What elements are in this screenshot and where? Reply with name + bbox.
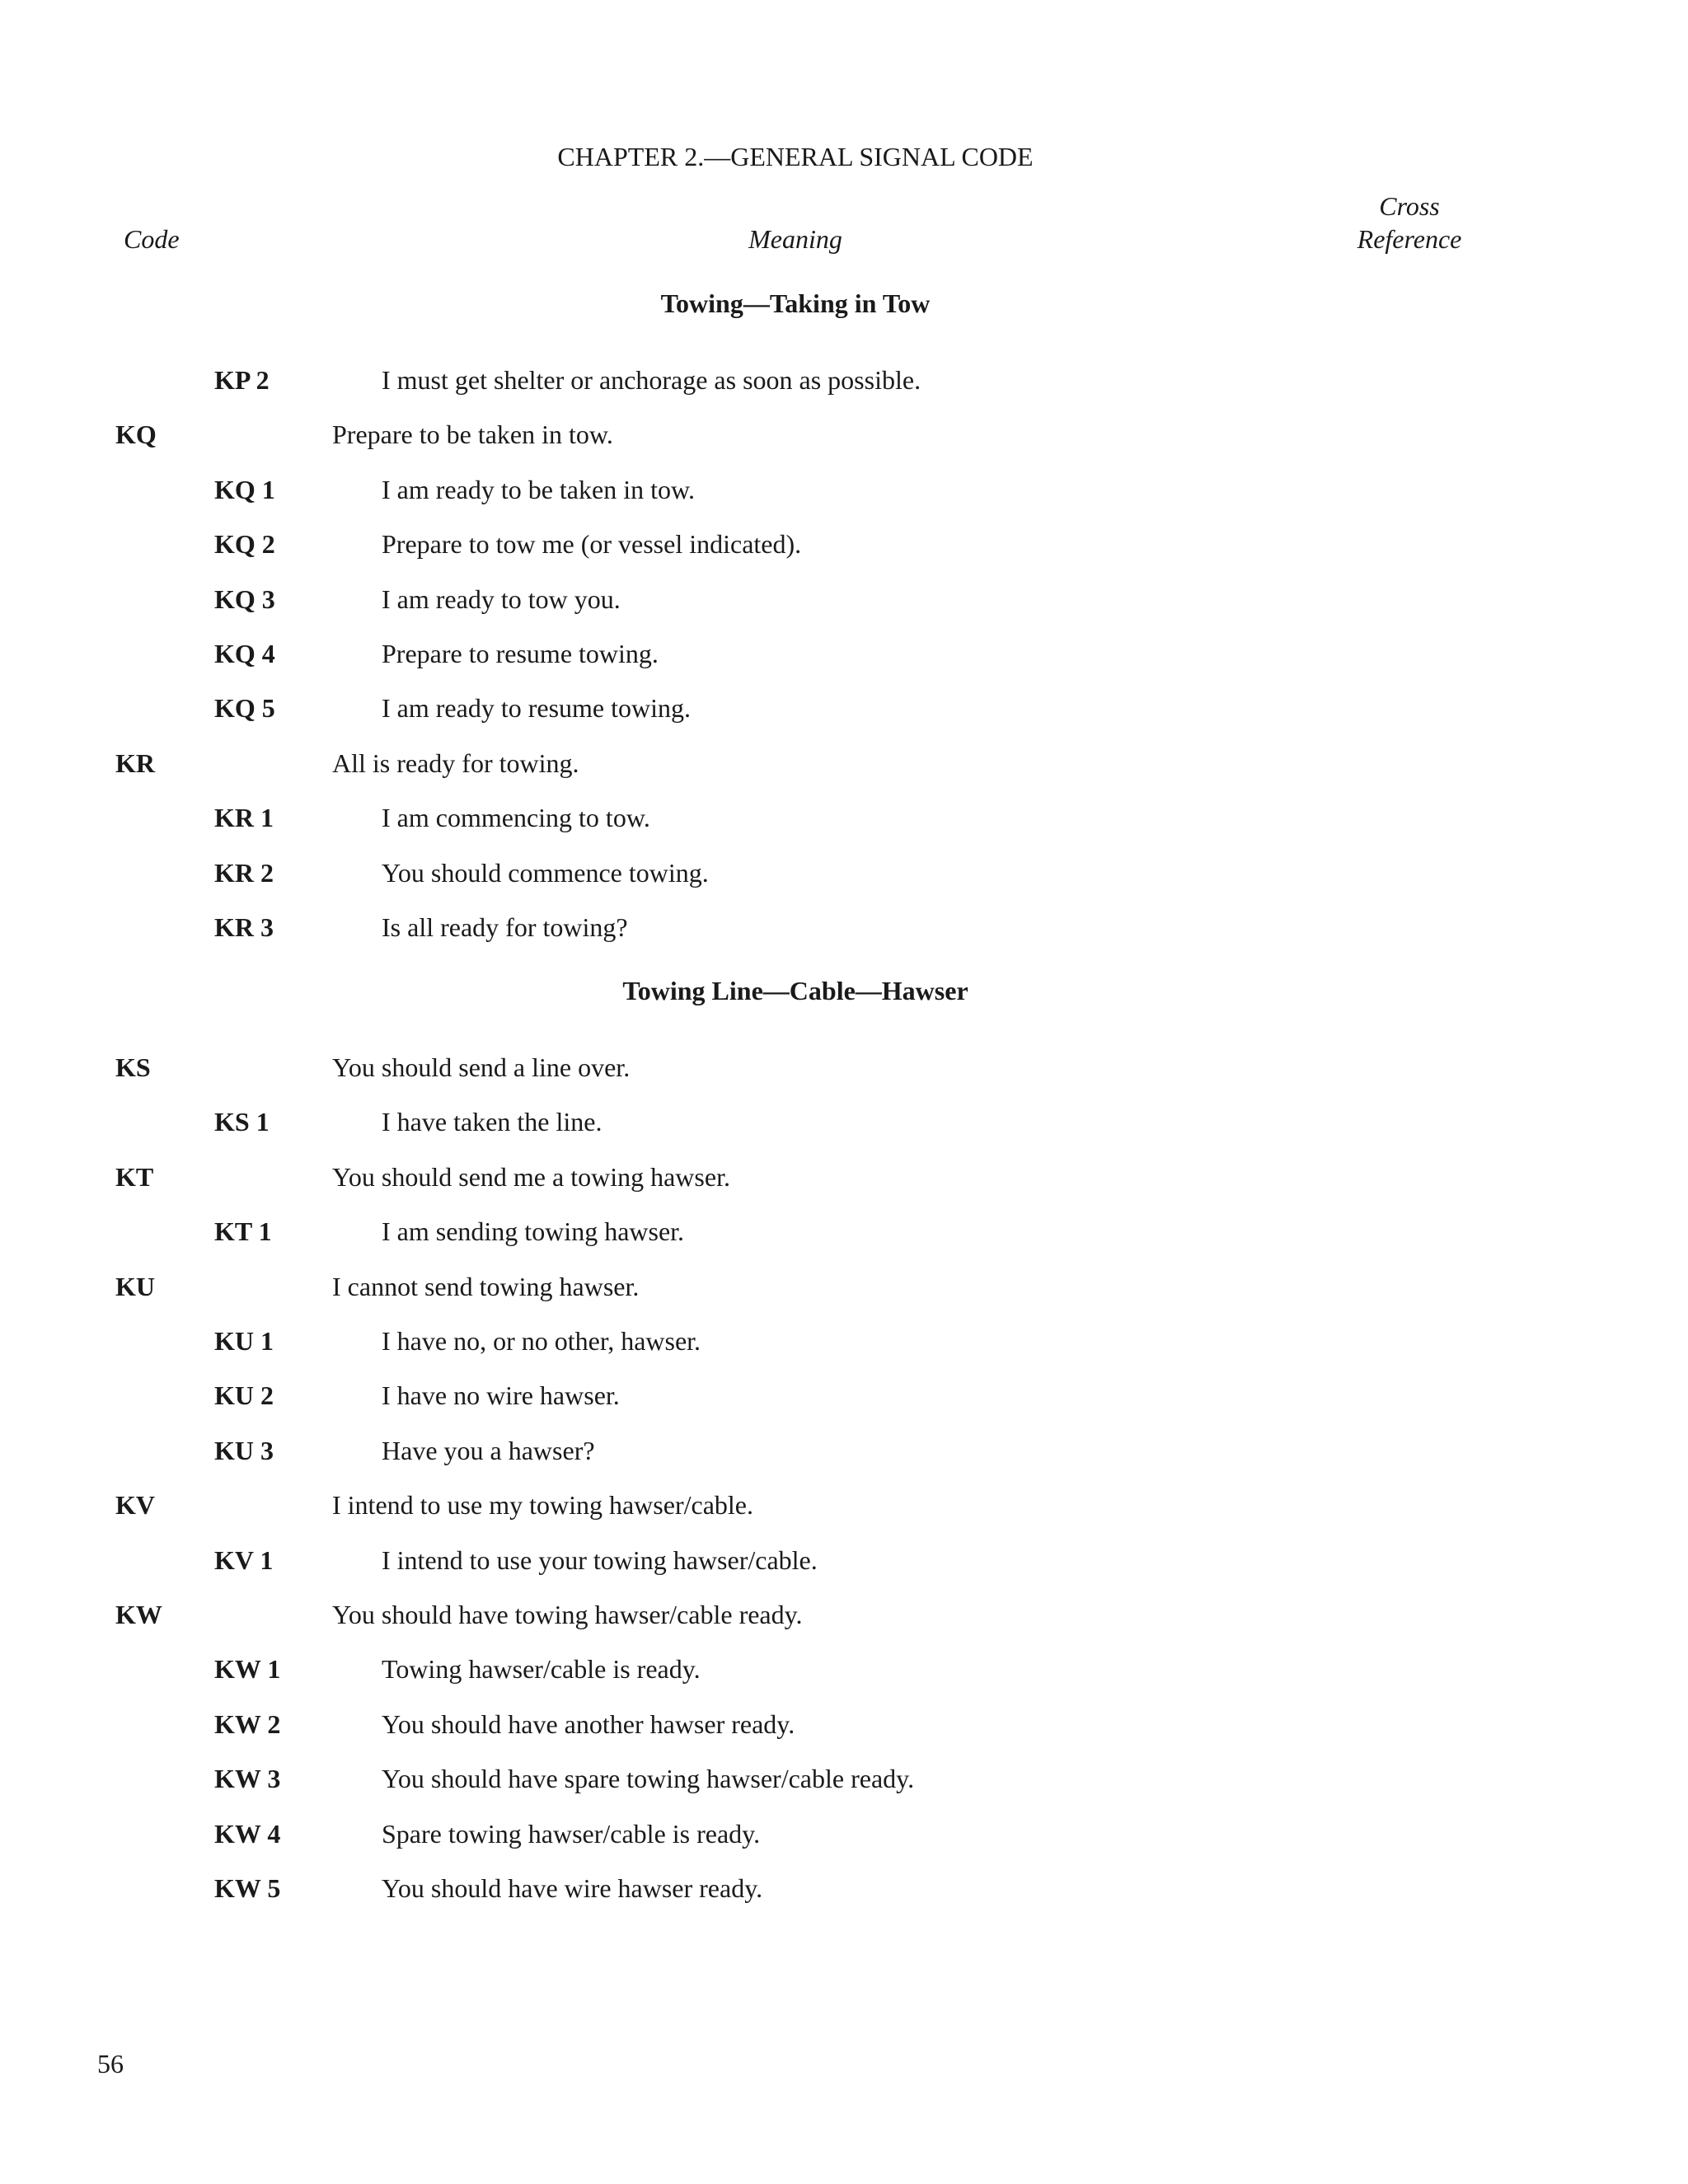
- signal-meaning: You should have spare towing hawser/cable ready.: [382, 1764, 915, 1793]
- signal-subcode-row: [0, 1434, 1688, 1467]
- signal-code: KP 2: [214, 365, 270, 395]
- signal-subcode-row: [0, 1379, 1688, 1412]
- signal-code: KW 4: [214, 1819, 281, 1849]
- signal-meaning: Is all ready for towing?: [382, 912, 628, 942]
- signal-code: KQ 4: [214, 639, 275, 668]
- signal-code: KQ 3: [214, 584, 275, 614]
- signal-subcode-row: [0, 856, 1688, 889]
- signal-meaning: You should commence towing.: [382, 858, 709, 888]
- signal-code: KW 5: [214, 1873, 281, 1903]
- signal-subcode-row: [0, 1817, 1688, 1850]
- signal-meaning: Prepare to be taken in tow.: [332, 419, 613, 449]
- signal-meaning: Prepare to tow me (or vessel indicated).: [382, 529, 802, 559]
- signal-code-row: [0, 1488, 1688, 1521]
- signal-code: KW 2: [214, 1709, 281, 1739]
- signal-code: KS 1: [214, 1107, 270, 1137]
- signal-code: KQ 2: [214, 529, 275, 559]
- signal-subcode-row: [0, 691, 1688, 724]
- signal-code: KQ: [115, 419, 157, 449]
- signal-subcode-row: [0, 1215, 1688, 1248]
- signal-meaning: I intend to use your towing hawser/cable.: [382, 1545, 818, 1575]
- signal-subcode-row: [0, 1652, 1688, 1685]
- signal-code: KS: [115, 1052, 151, 1082]
- signal-subcode-row: [0, 583, 1688, 616]
- signal-subcode-row: [0, 1544, 1688, 1577]
- cross-reference-column-header: [1335, 190, 1484, 255]
- signal-meaning: I must get shelter or anchorage as soon as possible.: [382, 365, 921, 395]
- signal-meaning: Have you a hawser?: [382, 1436, 595, 1465]
- signal-code-row: [0, 1160, 1688, 1193]
- signal-code: KR: [115, 748, 155, 778]
- signal-meaning: Prepare to resume towing.: [382, 639, 659, 668]
- signal-code: KT: [115, 1162, 154, 1192]
- signal-code-row: [0, 1051, 1688, 1084]
- signal-code: KV: [115, 1490, 155, 1520]
- signal-meaning: You should send me a towing hawser.: [332, 1162, 730, 1192]
- signal-subcode-row: [0, 473, 1688, 506]
- section-title: Towing Line—Cable—Hawser: [622, 976, 968, 1005]
- signal-subcode-row: [0, 363, 1688, 396]
- signal-meaning: You should have wire hawser ready.: [382, 1873, 763, 1903]
- signal-code: KV 1: [214, 1545, 274, 1575]
- signal-subcode-row: [0, 911, 1688, 944]
- signal-meaning: You should have another hawser ready.: [382, 1709, 795, 1739]
- signal-code: KT 1: [214, 1216, 272, 1246]
- signal-subcode-row: [0, 527, 1688, 560]
- signal-meaning: I am sending towing hawser.: [382, 1216, 685, 1246]
- signal-subcode-row: [0, 1872, 1688, 1905]
- signal-code: KW: [115, 1600, 162, 1629]
- meaning-column-header: Meaning: [748, 224, 842, 254]
- signal-code: KW 3: [214, 1764, 281, 1793]
- signal-meaning: All is ready for towing.: [332, 748, 579, 778]
- signal-subcode-row: [0, 1708, 1688, 1741]
- signal-subcode-row: [0, 1105, 1688, 1138]
- signal-meaning: I am ready to be taken in tow.: [382, 475, 696, 504]
- signal-code: KR 2: [214, 858, 274, 888]
- signal-subcode-row: [0, 801, 1688, 834]
- signal-code: KQ 5: [214, 693, 275, 723]
- signal-code: KU: [115, 1272, 155, 1301]
- signal-code-row: [0, 1270, 1688, 1303]
- signal-code: KQ 1: [214, 475, 275, 504]
- code-column-header: Code: [124, 224, 180, 254]
- signal-code-row: [0, 747, 1688, 780]
- signal-meaning: I have no wire hawser.: [382, 1380, 620, 1410]
- signal-code: KU 2: [214, 1380, 274, 1410]
- signal-meaning: I am ready to tow you.: [382, 584, 621, 614]
- signal-code: KU 1: [214, 1326, 274, 1356]
- signal-code-row: [0, 418, 1688, 451]
- signal-meaning: I cannot send towing hawser.: [332, 1272, 640, 1301]
- signal-meaning: I am commencing to tow.: [382, 803, 650, 832]
- section-title: Towing—Taking in Tow: [660, 288, 931, 318]
- signal-code: KU 3: [214, 1436, 274, 1465]
- signal-code: KR 1: [214, 803, 274, 832]
- signal-meaning: I have no, or no other, hawser.: [382, 1326, 701, 1356]
- signal-meaning: I have taken the line.: [382, 1107, 603, 1137]
- signal-subcode-row: [0, 637, 1688, 670]
- signal-meaning: You should send a line over.: [332, 1052, 631, 1082]
- signal-meaning: You should have towing hawser/cable ready.: [332, 1600, 803, 1629]
- signal-code-row: [0, 1598, 1688, 1631]
- chapter-title: CHAPTER 2.—GENERAL SIGNAL CODE: [557, 142, 1034, 171]
- page-number: 56: [97, 2049, 124, 2079]
- signal-code: KR 3: [214, 912, 274, 942]
- signal-meaning: I am ready to resume towing.: [382, 693, 691, 723]
- signal-meaning: I intend to use my towing hawser/cable.: [332, 1490, 753, 1520]
- signal-meaning: Spare towing hawser/cable is ready.: [382, 1819, 761, 1849]
- signal-meaning: Towing hawser/cable is ready.: [382, 1654, 701, 1684]
- signal-subcode-row: [0, 1762, 1688, 1795]
- cross-reference-header-line-1: Cross: [1379, 191, 1440, 221]
- signal-code: KW 1: [214, 1654, 281, 1684]
- cross-reference-header-line-2: Reference: [1357, 224, 1462, 254]
- signal-subcode-row: [0, 1324, 1688, 1357]
